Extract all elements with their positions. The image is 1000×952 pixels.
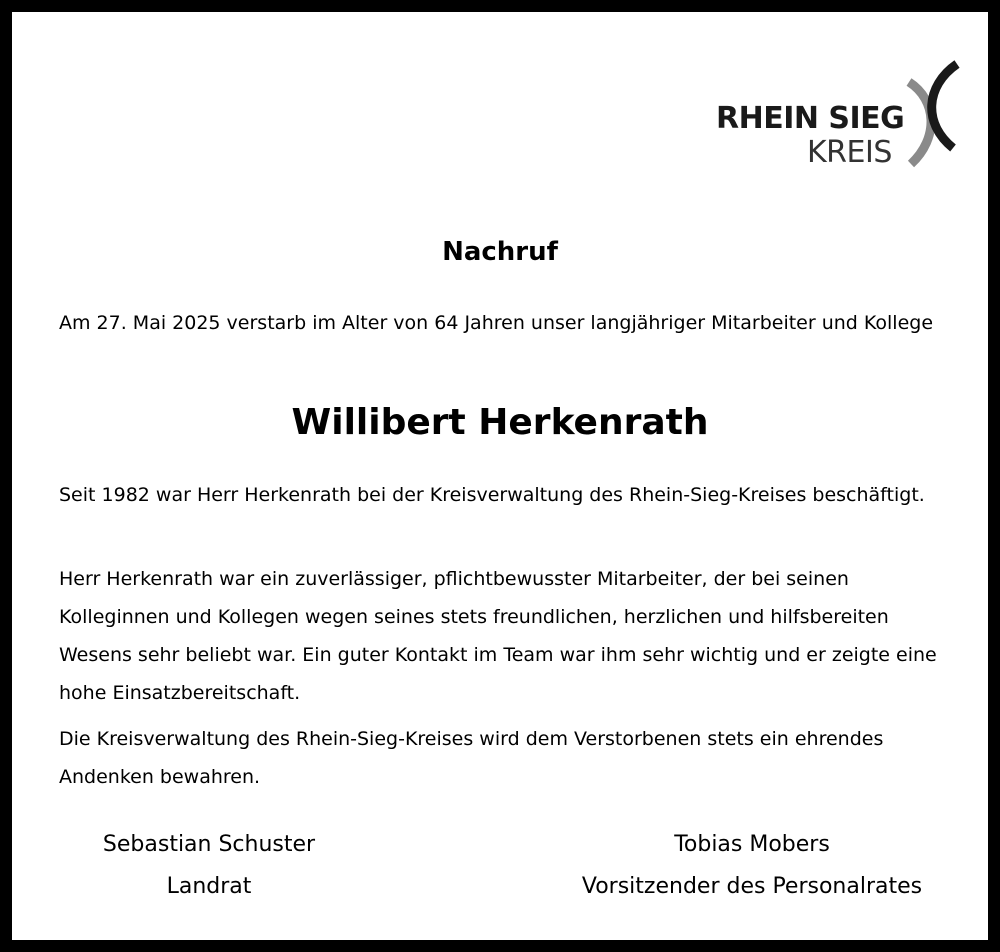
paragraph-character: Herr Herkenrath war ein zuverlässiger, pflichtbewusster Mitarbeiter, der bei seinen Kolleginnen und Kollegen wegen seines stets freundlichen, herzlichen und hilfsbereiten Wesens sehr beliebt war. Ein guter Kontakt im Team war ihm sehr wichtig und er zeigte eine hohe Einsatzbereitschaft. <box>59 568 937 704</box>
signature-left <box>64 824 354 908</box>
paragraph-employment: Seit 1982 war Herr Herkenrath bei der Kreisverwaltung des Rhein-Sieg-Kreises beschäftigt. <box>59 484 925 506</box>
signature-left-name: Sebastian Schuster <box>102 832 316 857</box>
paragraph-remembrance: Die Kreisverwaltung des Rhein-Sieg-Kreises wird dem Verstorbenen stets ein ehrendes Andenken bewahren. <box>59 728 884 788</box>
signature-right-name: Tobias Mobers <box>674 832 830 857</box>
deceased-name: Willibert Herkenrath <box>291 402 709 443</box>
logo-text-line1: RHEIN SIEG <box>716 101 905 136</box>
rhein-sieg-kreis-logo <box>712 60 967 175</box>
signature-left-role: Landrat <box>166 874 252 899</box>
intro-text: Am 27. Mai 2025 verstarb im Alter von 64 Jahren unser langjähriger Mitarbeiter und Kollege <box>59 312 934 334</box>
logo-text-line2: KREIS <box>807 135 892 170</box>
obituary-heading: Nachruf <box>442 237 558 267</box>
signature-right <box>552 824 952 908</box>
signature-right-role: Vorsitzender des Personalrates <box>581 874 923 899</box>
rhein-sieg-arc-icon <box>897 60 967 175</box>
